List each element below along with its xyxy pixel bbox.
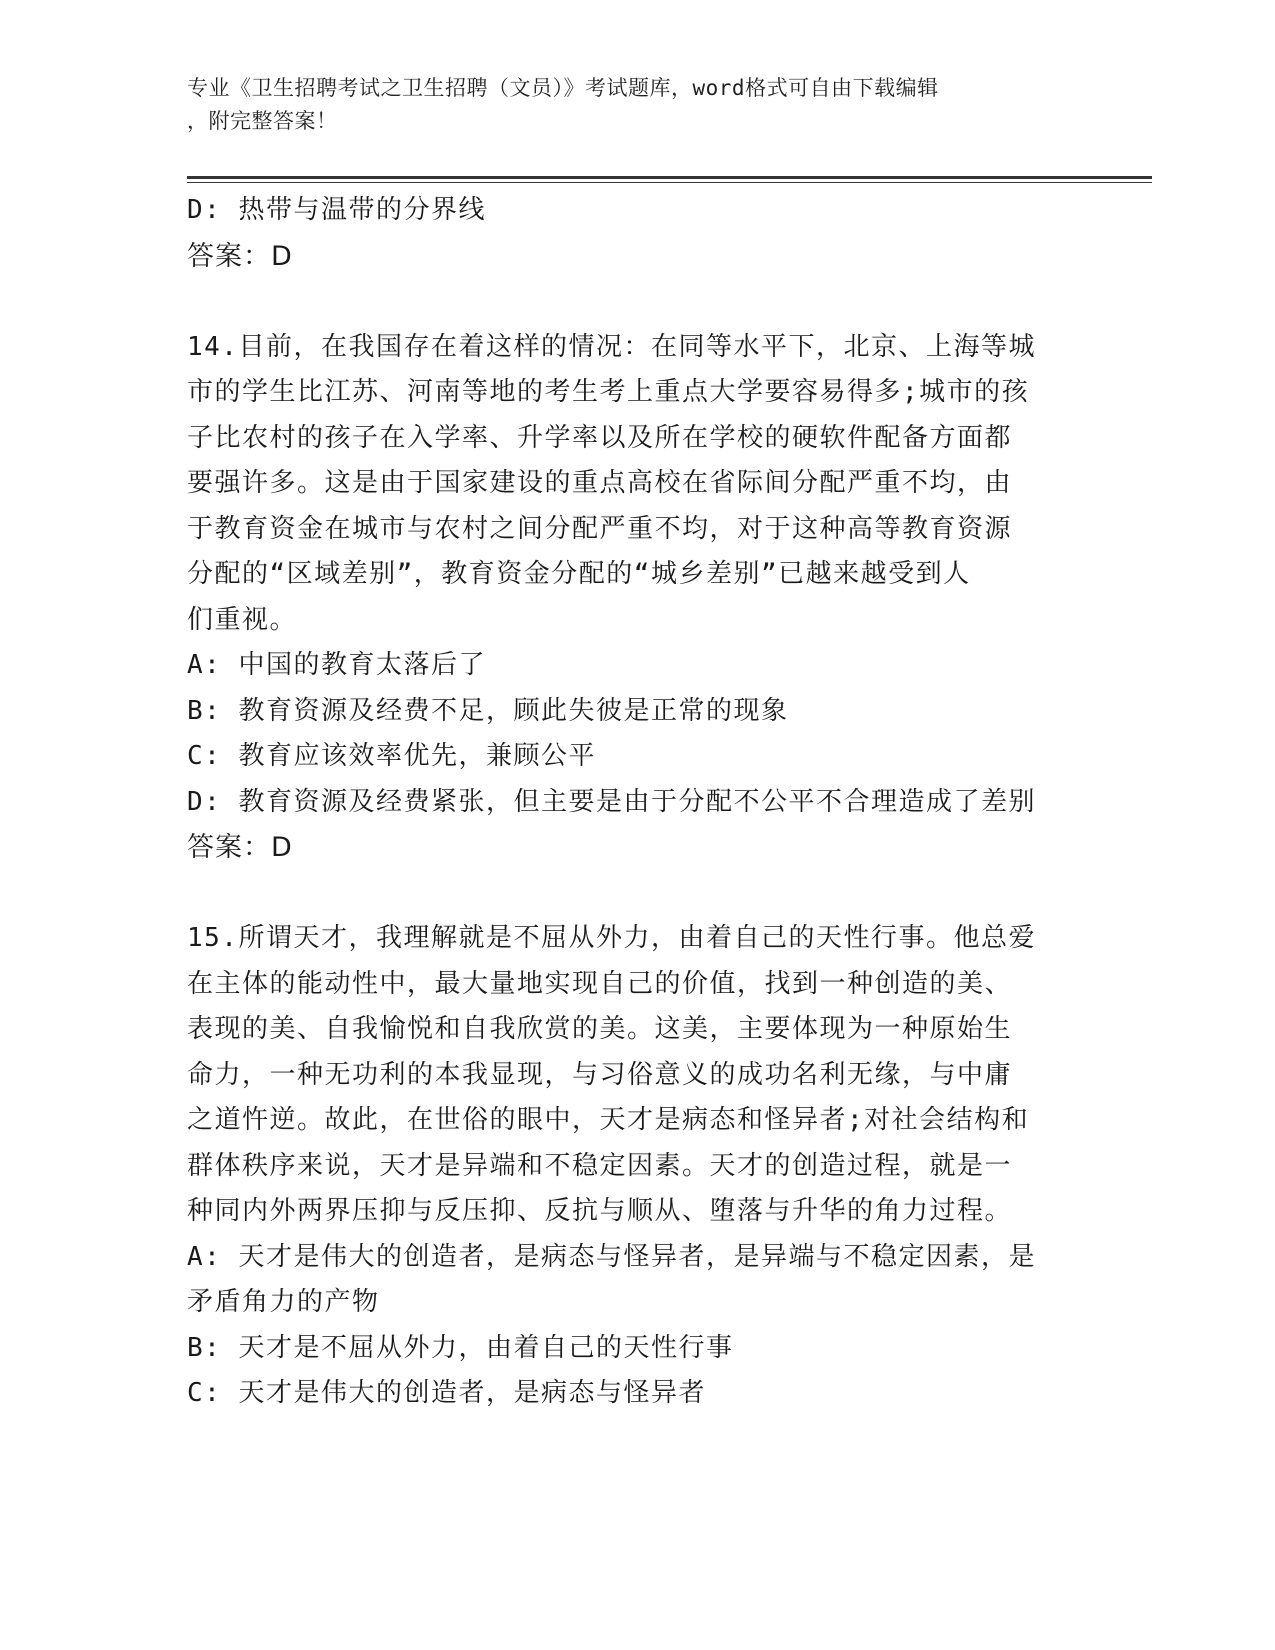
header-line-1: 专业《卫生招聘考试之卫生招聘（文员）》考试题库，word格式可自由下载编辑	[187, 76, 939, 100]
question-13	[187, 188, 1087, 279]
q15-stem-line: 种同内外两界压抑与反压抑、反抗与顺从、堕落与升华的角力过程。	[187, 1196, 1013, 1226]
q14-option-d: D: 教育资源及经费紧张，但主要是由于分配不公平不合理造成了差别	[187, 786, 1036, 817]
q14-stem-line: 要强许多。这是由于国家建设的重点高校在省际间分配严重不均，由	[187, 468, 1013, 498]
question-14	[187, 325, 1087, 871]
q15-stem-line: 群体秩序来说，天才是异端和不稳定因素。天才的创造过程，就是一	[187, 1150, 1013, 1181]
spacer	[187, 871, 1087, 917]
q14-option-a: A: 中国的教育太落后了	[187, 650, 486, 680]
question-15	[187, 916, 1087, 1417]
q15-stem-line: 在主体的能动性中，最大量地实现自己的价值，找到一种创造的美、	[187, 968, 1013, 999]
q14-stem-line: 14.目前，在我国存在着这样的情况：在同等水平下，北京、上海等城	[187, 331, 1036, 362]
header-divider-thick	[187, 176, 1152, 179]
q14-stem-line: 市的学生比江苏、河南等地的考生考上重点大学要容易得多;城市的孩	[187, 377, 1030, 407]
q14-stem-line: 们重视。	[187, 604, 298, 635]
spacer	[187, 279, 1087, 325]
header-divider-thin	[187, 182, 1152, 183]
q14-stem-line: 分配的“区域差别”，教育资金分配的“城乡差别”已越来越受到人	[187, 559, 971, 589]
q15-option-c: C: 天才是伟大的创造者，是病态与怪异者	[187, 1378, 706, 1408]
q14-option-c: C: 教育应该效率优先，兼顾公平	[187, 741, 596, 771]
q14-stem-line: 子比农村的孩子在入学率、升学率以及所在学校的硬软件配备方面都	[187, 422, 1013, 453]
q14-answer: 答案：D	[187, 832, 293, 863]
q13-answer: 答案：D	[187, 240, 293, 272]
q13-option-d: D: 热带与温带的分界线	[187, 195, 486, 225]
document-header	[187, 72, 1087, 138]
q15-stem-line: 15.所谓天才，我理解就是不屈从外力，由着自己的天性行事。他总爱	[187, 923, 1036, 953]
header-line-2: ，附完整答案！	[187, 109, 338, 133]
q15-option-b: B: 天才是不屈从外力，由着自己的天性行事	[187, 1332, 734, 1363]
q15-option-a-line: 矛盾角力的产物	[187, 1287, 380, 1317]
q15-stem-line: 表现的美、自我愉悦和自我欣赏的美。这美，主要体现为一种原始生	[187, 1014, 1013, 1044]
q15-option-a-line: A: 天才是伟大的创造者，是病态与怪异者，是异端与不稳定因素，是	[187, 1241, 1036, 1272]
q14-stem-line: 于教育资金在城市与农村之间分配严重不均，对于这种高等教育资源	[187, 513, 1013, 544]
q15-stem-line: 之道忤逆。故此，在世俗的眼中，天才是病态和怪异者;对社会结构和	[187, 1105, 1030, 1135]
document-body	[187, 188, 1087, 1417]
q14-option-b: B: 教育资源及经费不足，顾此失彼是正常的现象	[187, 695, 789, 726]
q15-stem-line: 命力，一种无功利的本我显现，与习俗意义的成功名利无缘，与中庸	[187, 1059, 1013, 1090]
